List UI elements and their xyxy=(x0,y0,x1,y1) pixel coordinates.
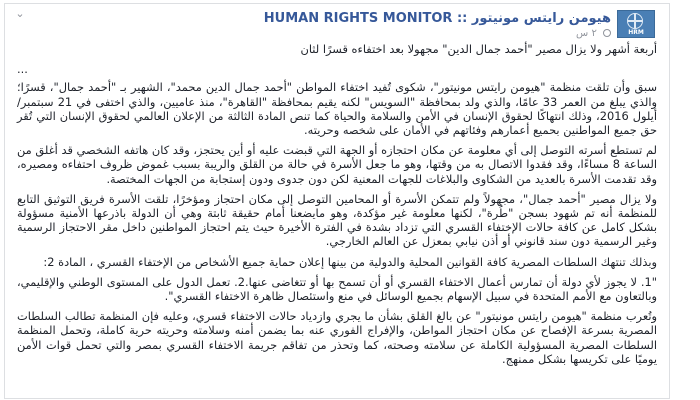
post-paragraph: وبذلك تنتهك السلطات المصرية كافة القوانين المحلية والدولية من بينها إعلان حماية جميع الأشخاص من الإختفاء القسري ، المادة 2: xyxy=(43,254,657,269)
avatar-logo-text: HRM xyxy=(628,29,644,36)
post-timestamp[interactable]: ٢ س xyxy=(576,28,597,39)
post-ellipsis: ... xyxy=(17,62,28,77)
post-paragraph: "1. لا يجوز لأي دولة أن تمارس أعمال الاختفاء القسري أو أن تسمح بها أو تتغاضى عنها.2. تعمل الدول على المستوى الوطني والإقليمي، وبالتعاون مع الأمم المتحدة في سبيل الإسهام بجميع الوسائل في منع واستئصال ظاهرة الاختفاء القسري". xyxy=(17,274,657,304)
post-meta xyxy=(576,28,611,39)
globe-icon xyxy=(603,29,611,37)
page-avatar[interactable] xyxy=(617,10,655,38)
page-name-link[interactable]: هيومن رايتس مونيتور :: HUMAN RIGHTS MONITOR xyxy=(263,11,611,26)
post-headline: أربعة أشهر ولا يزال مصير "أحمد جمال الدين" مجهولا بعد اختفاءه قسرًا لثان xyxy=(300,42,657,56)
post-paragraph: وتُعرب منظمة "هيومن رايتس مونيتور" عن بالغ القلق بشأن ما يجري وازدياد حالات الاختفاء قسري، وعليه فإن المنظمة تطالب السلطات المصرية بسرعة الإفصاح عن مكان احتجاز المواطن، والإفراج الفوري عنه بما يضمن أمنه وسلامته وحريته حرية كاملة، وتحمل المنظمة السلطات المصرية المسؤولية الكاملة عن سلامته وصحته، كما وتحذر من تفاقم جريمة الاختفاء القسري بمصر والتي تحمل قوات الأمن يوميًا على تكريسها بشكل ممنهج. xyxy=(17,309,657,366)
post-paragraph: لم تستطع أسرته التوصل إلى أي معلومة عن مكان احتجازه أو الجهة التي قبضت عليه أو أين يحتجز، وقد كان هاتفه الشخصي قد أغلق من الساعة 8 مساءًا، وقد فقدوا الاتصال به من وقتها، وهو ما جعل الأسرة في حالة من القلق والريبة بسبب غموض ظروف احتفاءه ومصيره، وقد تقدمت الأسرة بالعديد من الشكاوى والبلاغات للجهات المعنية لكن دون جدوى ودون إستجابة من الجهات المختصة. xyxy=(17,143,657,186)
post-paragraph: ولا يزال مصير "أحمد جمال"، مجهولاً ولم تتمكن الأسرة أو المحامين التوصل إلى مكان احتجاز ومؤخرًا، تلقت الأسرة فريق التوثيق التابع للمنظمة أنه تم شهود بسجن "طُرة"، لكنها معلومة غير مؤكدة، وهو مايضعنا أمام حقيقة ثابتة وهي أن الدولة باذرعها الأمنية مسؤولة بشكل كامل عن كافة حالات الإختفاء القسري التي تزداد بشدة في الفترة الأخيرة حيث يتم احتجاز المواطنين داخل مقر الاحتجاز الرسمية وغير الرسمية دون سند قانوني أو أذن نيابي بمعزل عن العالم الخارجي. xyxy=(17,191,657,249)
post-body xyxy=(17,42,657,372)
post-paragraph: سبق وأن تلقت منظمة "هيومن رايتس مونيتور"، شكوى تُفيد اختفاء المواطن "أحمد جمال الدين محمد"، الشهير بـ "أحمد جمال"، قسرًا؛ والذي يبلغ من العمر 33 عامًا، والذي ولد بمحافظة "السويس" لكنه يقيم بمحافظة "القاهرة"، منذ عاميين، والذي اختفى في 21 سبتمبر/أيلول 2016، وذلك انتهاكًا لحقوق الإنسان في الأمن والسلامة والحياة كما تنص المادة الثالثة من الإعلان العالمي لحقوق الإنسان التي تُقر حق جميع المواطنين بحميع أعمارهم وفئاتهم في الأمان على شخصه وحريته. xyxy=(17,80,658,138)
facebook-post-card xyxy=(4,3,670,399)
logo-globe-icon xyxy=(627,13,643,29)
chevron-down-icon[interactable]: ⌄ xyxy=(15,7,25,20)
